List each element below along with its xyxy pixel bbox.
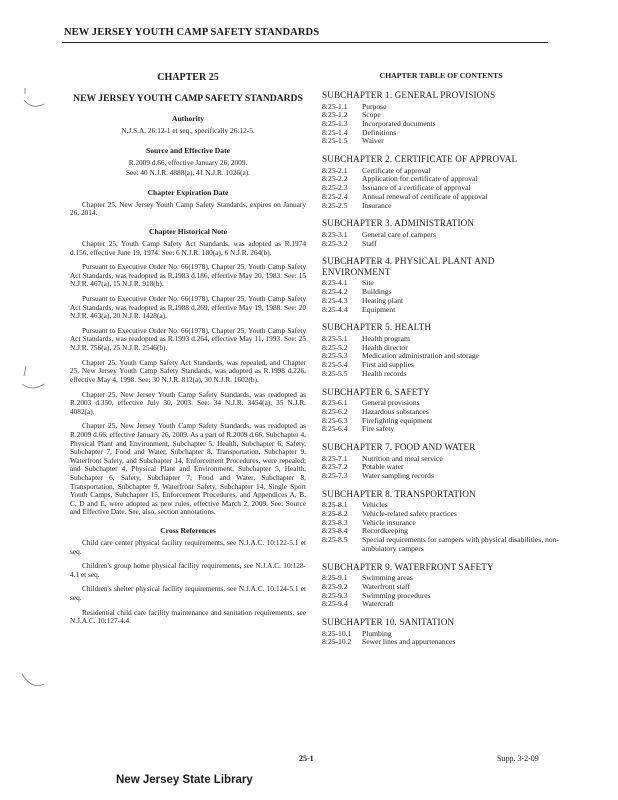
toc-section-title: Vehicle-related safety practices [362,509,457,518]
history-paragraph: Pursuant to Executive Order No. 66(1978), Chapter 25, Youth Camp Safety Act Standards, was readopted as R.1983 d.186, effective May 20, 1983. See: 15 N.J.R. 467(a), 15 N.J.R. 918(b). [70,262,306,289]
toc-subchapter-title: SUBCHAPTER 4. PHYSICAL PLANT AND ENVIRONMENT [322,256,495,277]
toc-section-title: Staff [362,238,377,248]
toc-entry [322,583,560,592]
toc-section-title: Nutrition and meal service [362,453,443,463]
toc-section-number: 8:25-2.2 [322,174,348,184]
toc-section-title: Firefighting equipment [362,415,433,425]
margin-mark-middle [20,364,46,394]
toc-section-title: Vehicle insurance [362,517,416,527]
cross-reference: Child care center physical facility requirements, see N.J.A.C. 10:122-5.1 et seq. [70,537,306,556]
toc-entry [322,231,560,240]
toc-section-number: 8:25-2.4 [322,191,348,201]
toc-section-title: Buildings [362,287,392,297]
library-stamp: New Jersey State Library [116,774,253,786]
toc-section-number: 8:25-10.1 [322,628,352,638]
toc-entry [322,103,560,112]
toc-entry [322,193,560,202]
toc-section-title: Health director [362,342,408,352]
authority-heading: Authority [171,114,205,124]
toc-section-title: Vehicles [362,500,388,510]
chapter-front-matter [70,72,306,632]
toc-title: CHAPTER TABLE OF CONTENTS [379,71,503,80]
toc-entry [322,425,560,434]
toc-section-number: 8:25-3.1 [322,229,348,239]
toc-section-title: Waiver [362,136,384,146]
toc-entry [322,408,560,417]
cross-reference: Children's shelter physical facility requirements, see N.J.A.C. 10:124-5.1 et seq. [70,584,306,603]
toc-section-title: Purpose [362,101,387,111]
toc-section-title: Water sampling records [362,470,434,480]
history-paragraph: Chapter 25, Youth Camp Safety Act Standards, was repealed, and Chapter 25, New Jersey Youth Camp Safety Standards, was adopted as R.1998 d.226, effective May 4, 1998. See: 30 N.J.R. 812(a), 30 N.J.R. 1602(b). [70,357,306,384]
toc-section-number: 8:25-1.5 [322,136,348,146]
toc-section-number: 8:25-2.1 [322,165,348,175]
toc-subchapter-title: SUBCHAPTER 9. WATERFRONT SAFETY [322,561,494,572]
toc-section-number: 8:25-8.1 [322,500,348,510]
history-paragraph: Pursuant to Executive Order No. 66(1978), Chapter 25, Youth Camp Safety Act Standards, was readopted as R.1993 d.264, effective May 11, 1993. See: 25 N.J.R. 756(a), 25 N.J.R. 2546(b). [70,325,306,353]
toc-section-number: 8:25-5.3 [322,351,348,361]
toc-section-title: Fire safety [362,424,395,434]
toc-subchapter-title: SUBCHAPTER 6. SAFETY [322,386,430,397]
toc-section-number: 8:25-4.1 [322,278,348,288]
history-paragraph: Chapter 25, Youth Camp Safety Act Standards, was adopted as R.1974 d.156, effective June 19, 1974. See: 6 N.J.R. 180(a), 6 N.J.R. 264(b). [70,238,306,257]
toc-subchapter-title: SUBCHAPTER 2. CERTIFICATE OF APPROVAL [322,154,518,165]
toc-entry [322,463,560,472]
toc-section-title: Incorporated documents [362,118,436,128]
toc-section-title: Heating plant [362,295,404,305]
toc-section-title: Issuance of a certificate of approval [362,183,471,193]
toc-section-number: 8:25-4.3 [322,295,348,305]
toc-section-number: 8:25-6.2 [322,406,348,416]
toc-section-title: General provisions [362,398,420,408]
history-paragraph: Chapter 25, New Jersey Youth Camp Safety Standards, was readopted as R.2009 d.66, effective January 26, 2009. As a part of R.2009 d.66, Subchapter 4, Physical Plant and Environment, Subchapter 5, Health, Subchapter 6, Safety, Subchapter 7, Food and Water, Subchapter 8, Transportation, Subchapter 9, Waterfront Safety, and Subchapter 14, Enforcement Procedures, were repealed; and Subchapter 4, Physical Plant and Environment, Subchapter 5, Health, Subchapter 6, Safety, Subchapter 7, Food and Water, Subchapter 8, Transportation, Subchapter 9, Waterfront Safety, Subchapter 14, Single Sport Youth Camps, Subchapter 15, Enforcement Procedures, and Appendices A, B, C, D and E, were adopted as new rules, effective March 2, 2009. See: Source and Effective Date. See, also, section annotations. [70,421,306,517]
toc-entry [322,574,560,583]
toc-section-title: Scope [362,110,381,120]
toc-section-number: 8:25-9.4 [322,599,348,609]
toc-section-title: Recordkeeping [362,526,408,536]
toc-entry [322,352,560,361]
toc-section-title: Health records [362,368,407,378]
source-line-2: See: 40 N.J.R. 4888(a), 41 N.J.R. 1026(a). [125,168,251,178]
toc-section-number: 8:25-10.2 [322,637,352,647]
toc-entry [322,592,560,601]
toc-section-number: 8:25-8.5 [322,535,348,545]
toc-section-number: 8:25-9.2 [322,581,348,591]
toc-section-number: 8:25-1.1 [322,101,348,111]
toc-entry [322,370,560,379]
chapter-title: CHAPTER 25 [157,72,219,83]
toc-entry [322,297,560,306]
toc-section-title: Medication administration and storage [362,351,480,361]
toc-entry [322,202,560,211]
toc-entry [322,417,560,426]
toc-entry [322,536,560,553]
toc-entry [322,472,560,481]
toc-section-number: 8:25-6.4 [322,424,348,434]
expiration-text: Chapter 25, New Jersey Youth Camp Safety Standards, expires on January 26, 2014. [70,199,306,218]
toc-section-title: Watercraft [362,599,394,609]
toc-entry [322,510,560,519]
toc-section-title: Insurance [362,200,392,210]
toc-section-number: 8:25-1.2 [322,110,348,120]
toc-entry [322,279,560,288]
source-heading: Source and Effective Date [145,145,230,155]
toc-section-title: Plumbing [362,628,392,638]
toc-section-title: Special requirements for campers with physical disabilities, non-ambulatory campers [362,535,559,553]
toc-section-number: 8:25-4.2 [322,287,348,297]
running-header: NEW JERSEY YOUTH CAMP SAFETY STANDARDS [64,27,320,38]
toc-section-number: 8:25-7.1 [322,453,348,463]
toc-section-number: 8:25-7.2 [322,462,348,472]
toc-section-number: 8:25-5.4 [322,360,348,370]
table-of-contents [322,72,560,647]
authority-text: N.J.S.A. 26:12-1 et seq., specifically 26:12-5. [121,126,255,136]
toc-entry [322,335,560,344]
toc-section-title: Potable water [362,462,404,472]
toc-subchapter-title: SUBCHAPTER 7. FOOD AND WATER [322,441,476,452]
toc-section-number: 8:25-8.2 [322,509,348,518]
toc-entry [322,240,560,249]
toc-section-number: 8:25-1.3 [322,118,348,128]
toc-subchapter-title: SUBCHAPTER 8. TRANSPORTATION [322,488,476,499]
toc-section-number: 8:25-4.4 [322,304,348,314]
toc-section-title: Swimming procedures [362,590,431,600]
toc-section-title: First aid supplies [362,360,414,370]
toc-section-title: Hazardous substances [362,406,429,416]
toc-section-title: Site [362,278,374,288]
toc-entry [322,129,560,138]
toc-section-title: Health program [362,333,410,343]
toc-entry [322,519,560,528]
toc-section-number: 8:25-3.2 [322,238,348,248]
toc-entry [322,137,560,146]
toc-subchapter-title: SUBCHAPTER 10. SANITATION [322,617,455,628]
toc-subchapter-title: SUBCHAPTER 3. ADMINISTRATION [322,218,475,229]
toc-entry [322,455,560,464]
toc-section-number: 8:25-6.1 [322,398,348,408]
margin-mark-top [22,86,46,112]
toc-entry [322,638,560,647]
toc-section-number: 8:25-8.3 [322,517,348,527]
source-line-1: R.2009 d.66, effective January 26, 2009. [128,157,248,167]
toc-section-number: 8:25-2.3 [322,183,348,193]
history-heading: Chapter Historical Note [149,227,227,237]
chapter-name: NEW JERSEY YOUTH CAMP SAFETY STANDARDS [73,92,303,104]
toc-section-title: Definitions [362,127,397,137]
cross-reference: Children's group home physical facility requirements, see N.J.A.C. 10:128-4.1 et seq. [70,561,306,579]
toc-section-number: 8:25-6.3 [322,415,348,425]
history-paragraph: Chapter 25, New Jersey Youth Camp Safety Standards, was readopted as R.2003 d.350, effective July 30, 2003. See: 34 N.J.R. 3454(a), 35 N.J.R. 4082(a). [70,389,306,416]
toc-section-number: 8:25-7.3 [322,470,348,480]
toc-section-number: 8:25-8.4 [322,526,348,536]
page-number: 25-1 [299,754,314,763]
header-rule [62,42,548,43]
toc-section-number: 8:25-9.1 [322,573,348,583]
toc-section-title: Waterfront staff [362,581,410,591]
toc-section-title: Application for certificate of approval [362,174,478,184]
toc-list [322,90,560,647]
toc-section-title: Equipment [362,304,396,314]
toc-subchapter-title: SUBCHAPTER 1. GENERAL PROVISIONS [322,89,496,100]
toc-subchapter-title: SUBCHAPTER 5. HEALTH [322,322,432,333]
toc-section-number: 8:25-2.5 [322,200,348,210]
toc-section-number: 8:25-5.5 [322,368,348,378]
toc-section-number: 8:25-5.1 [322,333,348,343]
history-paragraph: Pursuant to Executive Order No. 66(1978), Chapter 25, Youth Camp Safety Act Standards, was readopted as R.1988 d.269, effective May 19, 1988. See: 20 N.J.R. 463(a), 20 N.J.R. 1428(a). [70,294,306,321]
toc-section-title: Swimming areas [362,573,413,583]
toc-section-number: 8:25-1.4 [322,127,348,137]
cross-references-heading: Cross References [160,526,216,536]
toc-entry [322,306,560,315]
toc-section-number: 8:25-5.2 [322,342,348,352]
supplement-date: Supp. 3-2-09 [497,754,539,763]
toc-section-title: Annual renewal of certificate of approval [362,191,488,201]
toc-entry [322,361,560,370]
toc-entry [322,399,560,408]
toc-entry [322,600,560,609]
toc-entry [322,111,560,120]
toc-entry [322,288,560,297]
toc-section-number: 8:25-9.3 [322,590,348,600]
toc-entry [322,120,560,129]
expiration-heading: Chapter Expiration Date [147,187,229,197]
toc-section-title: Sewer lines and appurtenances [362,637,456,647]
toc-section-title: Certificate of approval [362,165,431,175]
cross-reference: Residential child care facility maintenance and sanitation requirements, see N.J.A.C. 10:127-4.4. [70,607,306,626]
margin-mark-bottom [20,668,46,694]
toc-section-title: General care of campers [362,229,436,239]
